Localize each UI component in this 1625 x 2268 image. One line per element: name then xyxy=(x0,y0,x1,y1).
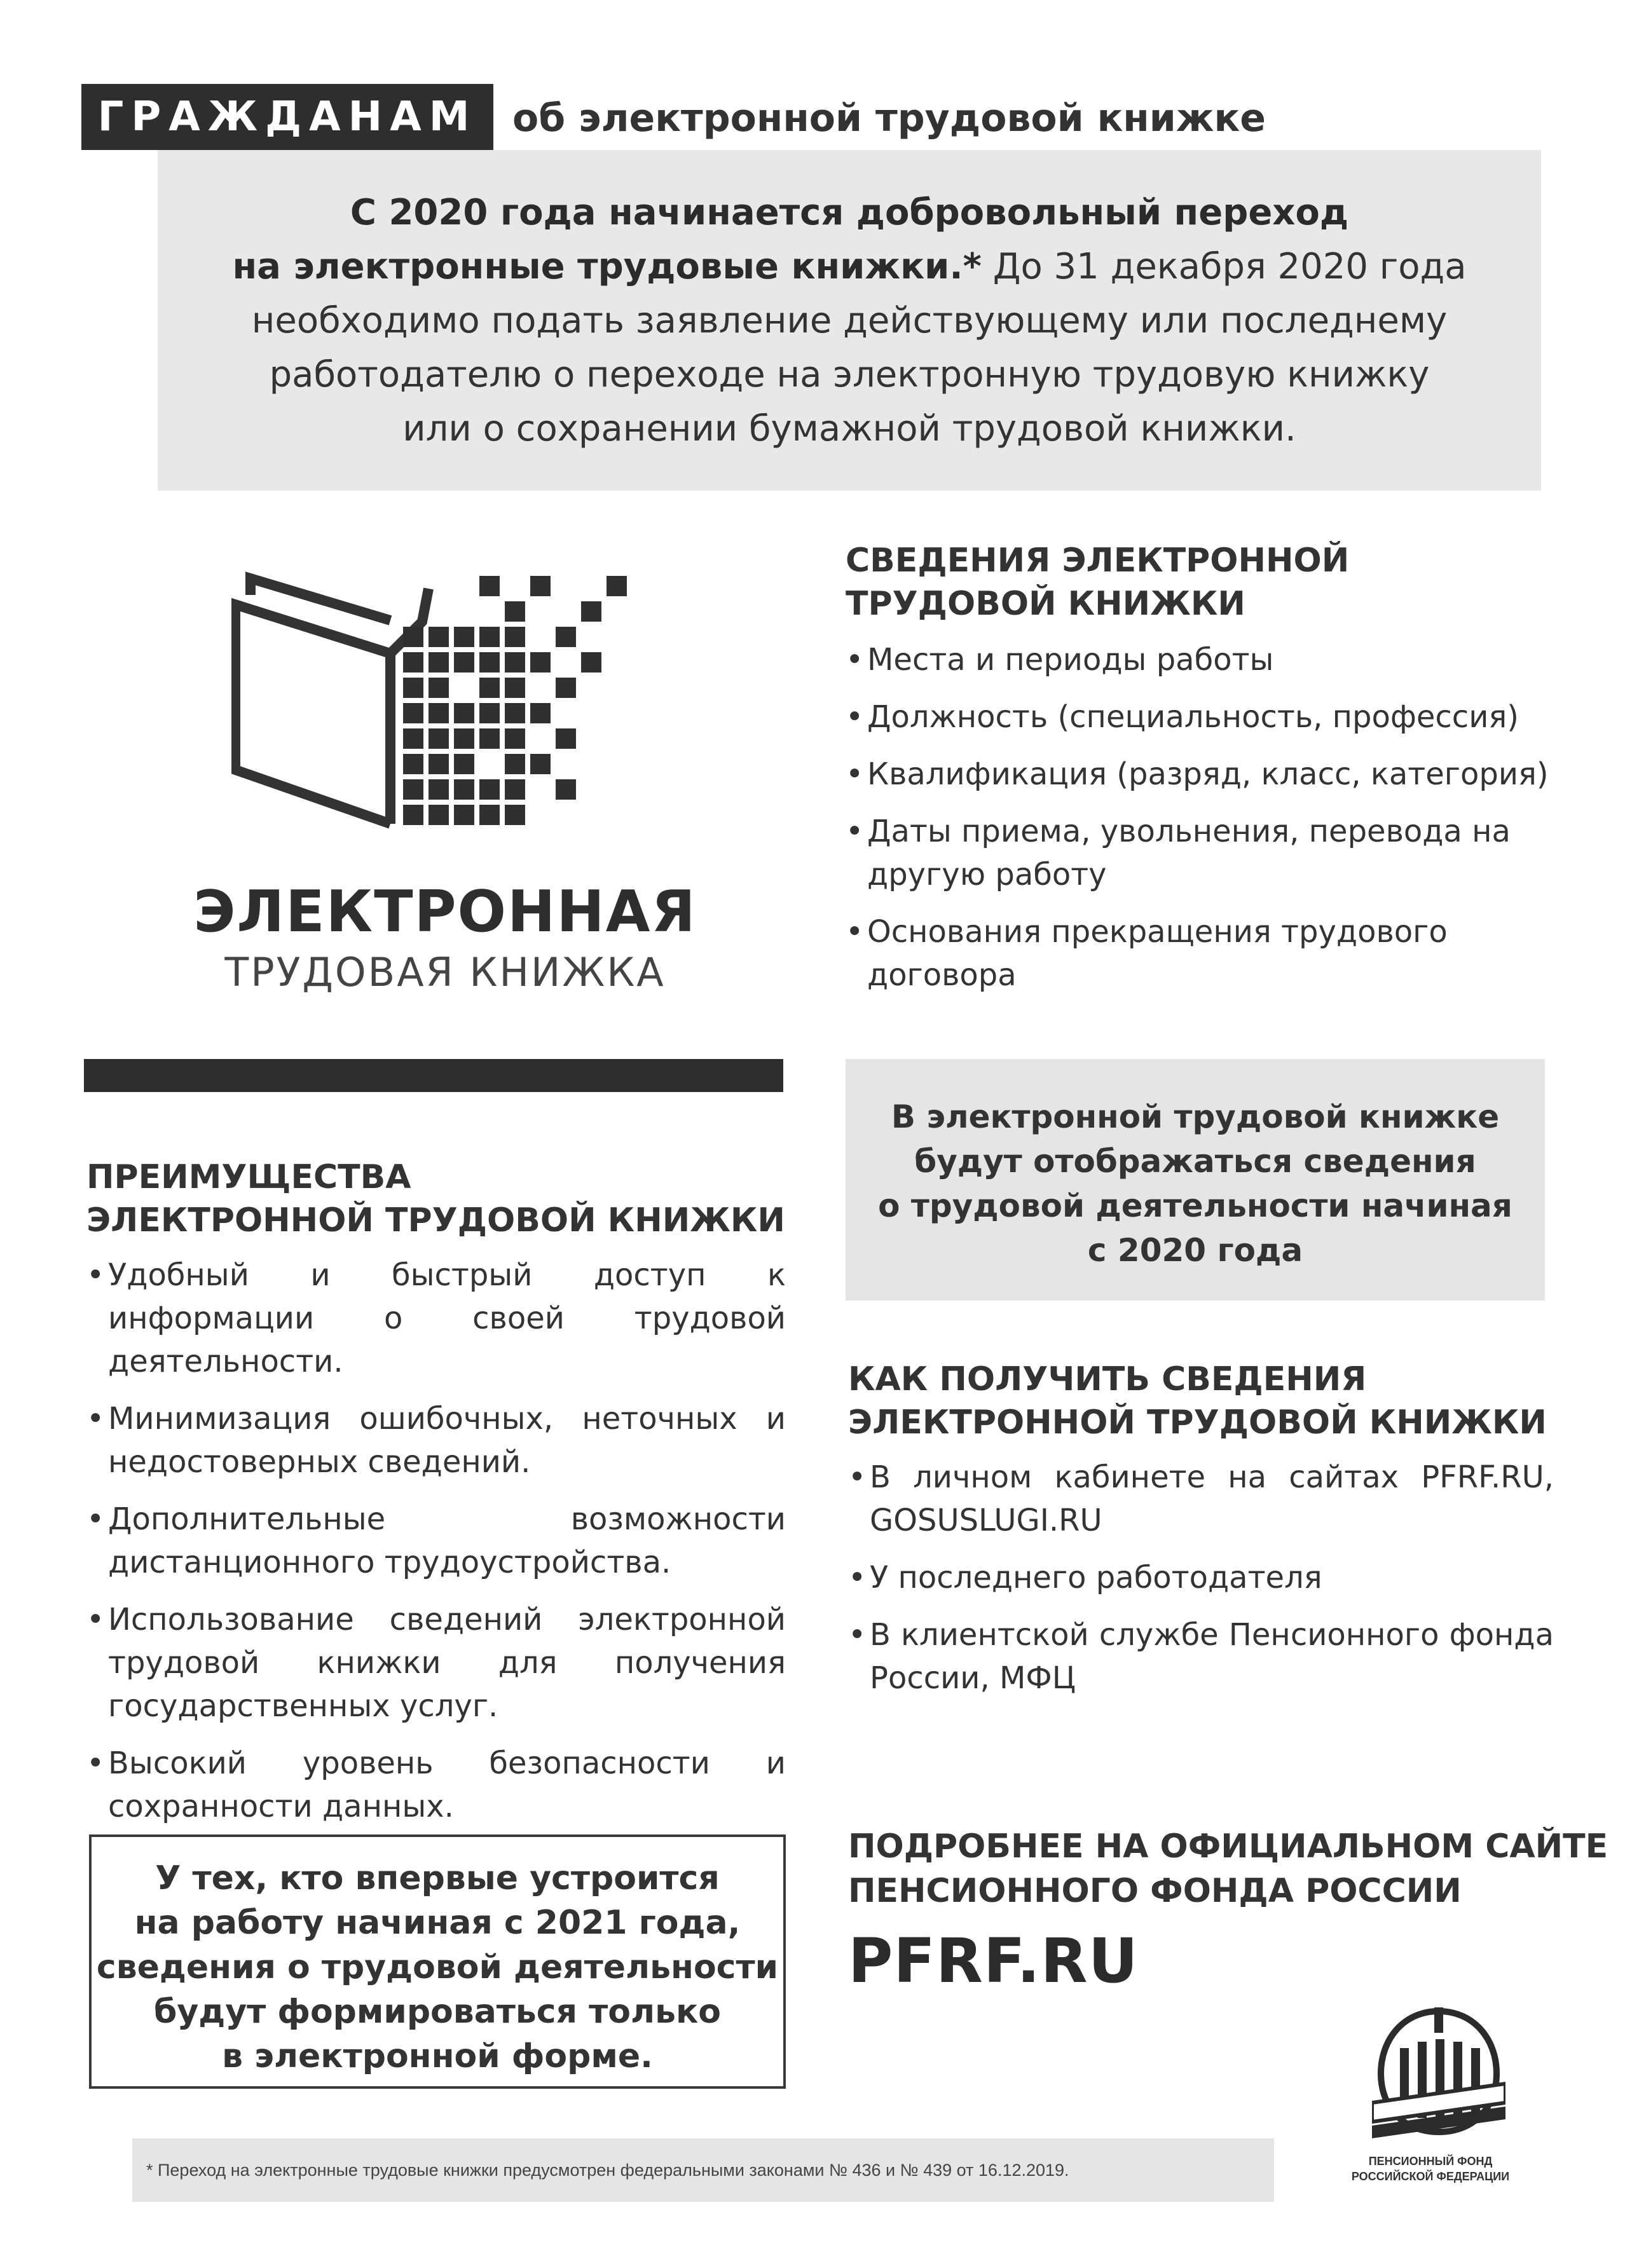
first-job-line5: в электронной форме. xyxy=(222,2037,653,2075)
pixel-square xyxy=(429,627,449,647)
pixel-square xyxy=(581,652,601,673)
info-line3: о трудовой деятельности начиная xyxy=(878,1187,1512,1224)
pixel-square xyxy=(530,754,551,774)
intro-line1: С 2020 года начинается добровольный переход xyxy=(350,192,1349,233)
pixel-square xyxy=(530,576,551,596)
pfr-name xyxy=(1310,2154,1551,2184)
pixel-square xyxy=(479,576,500,596)
pfr-name-line1: ПЕНСИОННЫЙ ФОНД xyxy=(1368,2155,1493,2168)
list-item: • Использование сведений электронной трудовой книжки для получения государственных услуг. xyxy=(86,1598,786,1728)
pixel-square xyxy=(556,627,576,647)
advantages-heading-line1: ПРЕИМУЩЕСТВА xyxy=(86,1158,411,1196)
info-line4: с 2020 года xyxy=(1087,1232,1303,1269)
info-line2: будут отображаться сведения xyxy=(914,1143,1476,1180)
list-item: • Даты приема, увольнения, перевода на другую работу xyxy=(846,810,1558,896)
first-job-line3: сведения о трудовой деятельности xyxy=(96,1948,779,1986)
intro-line2-bold: на электронные трудовые книжки.* xyxy=(232,246,982,287)
pixel-square xyxy=(454,754,474,774)
advantages-list xyxy=(86,1254,786,1828)
pixel-square xyxy=(403,678,423,698)
svedeniya-section xyxy=(846,539,1558,1011)
pixel-square xyxy=(429,805,449,825)
logo-title: ЭЛЕКТРОННАЯ xyxy=(193,878,697,945)
advantages-heading-line2: ЭЛЕКТРОННОЙ ТРУДОВОЙ КНИЖКИ xyxy=(86,1201,785,1240)
pfr-name-line2: РОССИЙСКОЙ ФЕДЕРАЦИИ xyxy=(1351,2170,1510,2183)
svedeniya-heading-line1: СВЕДЕНИЯ ЭЛЕКТРОННОЙ xyxy=(846,542,1350,580)
intro-text xyxy=(158,150,1541,456)
pixel-square xyxy=(505,805,525,825)
pixel-square xyxy=(403,627,423,647)
pixel-square xyxy=(403,703,423,723)
list-item: • Основания прекращения трудового договора xyxy=(846,910,1558,997)
more-heading-line1: ПОДРОБНЕЕ НА ОФИЦИАЛЬНОМ САЙТЕ xyxy=(848,1827,1608,1866)
pixel-square xyxy=(454,728,474,749)
svedeniya-heading-line2: ТРУДОВОЙ КНИЖКИ xyxy=(846,585,1245,623)
svedeniya-heading xyxy=(846,539,1558,625)
pixel-square xyxy=(505,754,525,774)
pixel-square xyxy=(607,576,627,596)
pixel-square xyxy=(429,652,449,673)
footnote: * Переход на электронные трудовые книжки предусмотрен федеральными законами № 436 и № 439 от 16.12.2019. xyxy=(146,2161,1069,2180)
more-info-section xyxy=(848,1824,1608,1997)
intro-line2-rest: До 31 декабря 2020 года xyxy=(981,246,1467,287)
pixel-square xyxy=(581,601,601,622)
list-item: • Квалификация (разряд, класс, категория) xyxy=(846,753,1558,796)
list-item: • Дополнительные возможности дистанционного трудоустройства. xyxy=(86,1498,786,1584)
pixel-square xyxy=(479,779,500,800)
pixel-square xyxy=(403,728,423,749)
pixel-square xyxy=(429,754,449,774)
list-item: • Высокий уровень безопасности и сохранности данных. xyxy=(86,1742,786,1828)
how-to-heading-line1: КАК ПОЛУЧИТЬ СВЕДЕНИЯ xyxy=(848,1360,1367,1398)
pixel-square xyxy=(403,779,423,800)
pixel-square xyxy=(505,728,525,749)
pixel-square xyxy=(556,678,576,698)
intro-line4: работодателю о переходе на электронную трудовую книжку xyxy=(269,354,1430,395)
pixel-square xyxy=(403,805,423,825)
pixel-square xyxy=(505,703,525,723)
pixel-square xyxy=(556,779,576,800)
intro-line3: необходимо подать заявление действующему или последнему xyxy=(251,300,1448,341)
pixel-square xyxy=(505,601,525,622)
pixel-square xyxy=(505,678,525,698)
how-to-section xyxy=(848,1358,1554,1714)
pixel-square xyxy=(505,652,525,673)
pixel-square xyxy=(505,627,525,647)
how-to-heading xyxy=(848,1358,1554,1444)
pixel-square xyxy=(530,703,551,723)
list-item: • Минимизация ошибочных, неточных и недостоверных сведений. xyxy=(86,1397,786,1484)
pixel-grid xyxy=(403,576,627,825)
pixel-square xyxy=(429,678,449,698)
advantages-heading xyxy=(86,1156,786,1242)
pixel-square xyxy=(454,779,474,800)
logo-subtitle: ТРУДОВАЯ КНИЖКА xyxy=(224,949,666,995)
list-item: • Места и периоды работы xyxy=(846,638,1558,681)
more-info-heading xyxy=(848,1824,1608,1913)
pixel-square xyxy=(454,805,474,825)
pixel-square xyxy=(556,728,576,749)
svedeniya-list xyxy=(846,638,1558,997)
header-badge: ГРАЖДАНАМ xyxy=(81,84,493,150)
pixel-square xyxy=(429,728,449,749)
pixel-square xyxy=(479,805,500,825)
info-line1: В электронной трудовой книжке xyxy=(891,1098,1500,1135)
electronic-workbook-logo-icon xyxy=(231,550,651,837)
info-box xyxy=(846,1059,1545,1301)
pixel-square xyxy=(454,627,474,647)
more-heading-line2: ПЕНСИОННОГО ФОНДА РОССИИ xyxy=(848,1872,1462,1910)
pixel-square xyxy=(429,779,449,800)
intro-line5: или о сохранении бумажной трудовой книжки. xyxy=(402,408,1296,449)
pixel-square xyxy=(530,652,551,673)
first-job-line4: будут формироваться только xyxy=(154,1993,721,2031)
how-to-list xyxy=(848,1456,1554,1700)
header-subtitle: об электронной трудовой книжке xyxy=(512,96,1266,140)
list-item: • В клиентской службе Пенсионного фонда России, МФЦ xyxy=(848,1613,1554,1700)
pixel-square xyxy=(479,703,500,723)
pfr-emblem-icon xyxy=(1372,2007,1505,2147)
first-job-line2: на работу начиная с 2021 года, xyxy=(134,1904,741,1942)
divider-bar xyxy=(84,1059,783,1092)
list-item: • У последнего работодателя xyxy=(848,1556,1554,1599)
list-item: • В личном кабинете на сайтах PFRF.RU, GOSUSLUGI.RU xyxy=(848,1456,1554,1542)
pixel-square xyxy=(454,652,474,673)
pixel-square xyxy=(479,728,500,749)
pixel-square xyxy=(479,627,500,647)
pixel-square xyxy=(403,652,423,673)
pixel-square xyxy=(479,678,500,698)
advantages-section xyxy=(86,1156,786,1842)
intro-box xyxy=(158,150,1541,491)
how-to-heading-line2: ЭЛЕКТРОННОЙ ТРУДОВОЙ КНИЖКИ xyxy=(848,1404,1547,1442)
first-job-box xyxy=(89,1834,786,2089)
list-item: • Должность (специальность, профессия) xyxy=(846,695,1558,739)
pixel-square xyxy=(429,703,449,723)
pixel-square xyxy=(403,754,423,774)
pixel-square xyxy=(505,779,525,800)
pixel-square xyxy=(454,703,474,723)
site-link[interactable]: PFRF.RU xyxy=(848,1925,1139,1997)
list-item: • Удобный и быстрый доступ к информации о своей трудовой деятельности. xyxy=(86,1254,786,1383)
first-job-line1: У тех, кто впервые устроится xyxy=(155,1859,720,1897)
pixel-square xyxy=(479,652,500,673)
